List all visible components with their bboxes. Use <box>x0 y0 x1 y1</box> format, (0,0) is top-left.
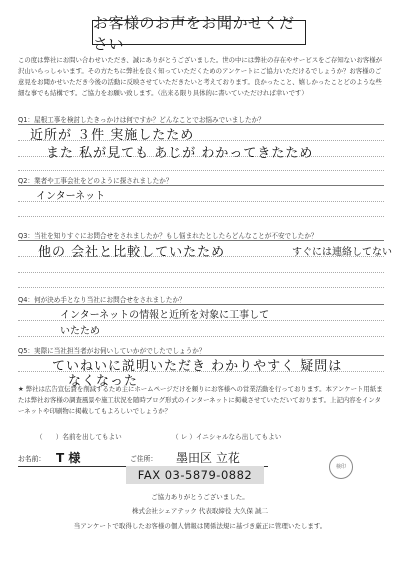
answer-q3-line1: 他の 会社と比較していたため <box>38 245 226 260</box>
consent-option-initials[interactable]: （ レ ）イニシャルなら出してもよい <box>172 433 282 441</box>
privacy-notice: 当アンケートで取得したお客様の個人情報は関係法規に基づき厳正に管理いたします。 <box>73 522 327 530</box>
answer-q4-line2: いたため <box>60 326 100 337</box>
answer-q1-line1: 近所が ３件 実施したため <box>30 128 195 143</box>
answer-line <box>18 216 384 217</box>
company-name: 株式会社シェアテック 代表取締役 大久保 誠二 <box>131 507 269 515</box>
question-4: Q4：何が決め手となり当社にお問合せをされましたか？ <box>18 296 186 304</box>
consent-option-name[interactable]: （ ）名前を出してもよい <box>36 433 122 441</box>
publication-note: ★ 弊社は広告宣伝費を削減するため主にホームページだけを頼りにお客様への営業活動を行っております。本アンケート用紙または弊社お客様の調査風景や施工状況を随時ブログ形式のインターネットに掲載させていただいております。上記内容をインターネットや印刷物に掲載してもよろしいでしょうか？ <box>18 385 383 415</box>
answer-q5-line2: なくなった <box>68 374 139 389</box>
approval-stamp: 検印 <box>329 455 353 479</box>
customer-address: 墨田区 立花 <box>176 451 240 465</box>
thanks-text: ご協力ありがとうございました。 <box>151 493 249 501</box>
answer-q2-line1: インターネット <box>36 191 106 202</box>
customer-name: T 様 <box>56 451 81 465</box>
answer-line <box>18 287 384 288</box>
question-1: Q1：屋根工事を検討したきっかけは何ですか？どんなことでお悩みでいましたか？ <box>18 116 265 124</box>
name-label: お名前： <box>18 455 46 463</box>
answer-line <box>18 185 384 186</box>
answer-line <box>18 272 384 273</box>
answer-line <box>18 170 384 171</box>
question-2: Q2：業者や工事会社をどのように探されましたか？ <box>18 177 173 185</box>
answer-q5-line1: ていねいに説明いただき わかりやすく 疑問は <box>52 359 343 374</box>
intro-paragraph: この度は弊社にお問い合わせいただき、誠にありがとうございました。世の中には弊社の存在やサービスをご存知ないお客様が沢山いらっしゃいます。その方たちに弊社を良く知っていただくためのアンケートにご協力いただけるでしょうか？お客様のご意見をお聞かせいただき今後の活動に反映させていただきたいと考えております。良かったこと、嬉しかったことどのような些細な事でも結構です。ご協力をお願い致します。（出来る限り具体的に書いていただければ幸いです） <box>18 56 383 97</box>
question-5: Q5：実際に当社担当者がお伺いしていかがでしたでしょうか？ <box>18 347 206 355</box>
answer-line <box>18 304 384 305</box>
question-3: Q3：当社を知りすぐにお問合せをされましたか？もし悩まれたとしたらどんなことが不安でしたか？ <box>18 232 318 240</box>
page-title: お客様のお声をお聞かせください <box>92 20 306 45</box>
answer-q3-line2: すぐには連絡してない <box>292 247 392 258</box>
answer-q1-line2: また 私が見ても あじが わかってきたため <box>46 146 314 161</box>
address-label: ご住所： <box>130 455 158 463</box>
answer-q4-line1: インターネットの情報と近所を対象に工事して <box>60 310 270 321</box>
fax-number: FAX 03-5879-0882 <box>126 466 264 484</box>
